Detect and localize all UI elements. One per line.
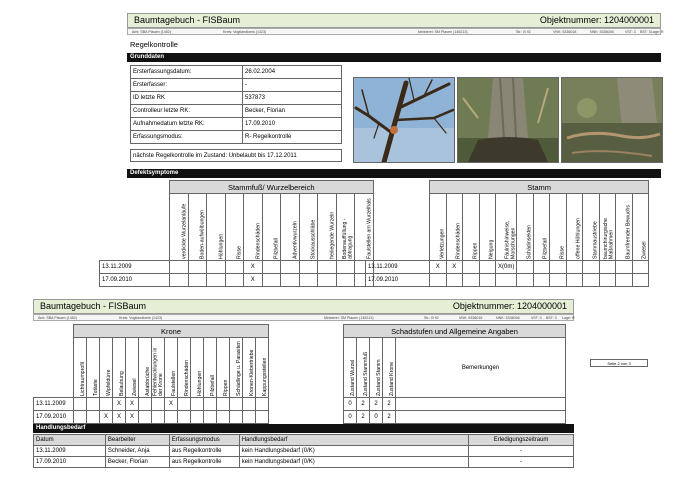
field-row (131, 105, 342, 118)
column-header: Baumfremder Bewuchs (616, 194, 633, 261)
field-row (131, 79, 342, 92)
table-row (34, 446, 574, 457)
column-header: offene Höhlungen (566, 194, 583, 261)
column-header: Zustand Krone (383, 338, 396, 398)
page2-object-number: Objektnummer: 1204000001 (452, 301, 567, 311)
table-cell: 0 (370, 411, 383, 424)
table-cell (479, 274, 496, 287)
table-cell (517, 261, 534, 274)
page1-title: Baumtagebuch - FISBaum (134, 15, 241, 25)
column-header: Schädinsekten (517, 194, 534, 261)
row-date: 17.09.2010 (366, 274, 430, 287)
meta-vnk: VNK: 5336018 (553, 30, 577, 34)
column-header: Rippen (463, 194, 480, 261)
table-cell (599, 274, 616, 287)
meta2-nnk: NNK: 5336046 (496, 316, 520, 320)
table-cell: 0 (344, 398, 357, 411)
column-header: Rippen (217, 338, 230, 398)
table-cell (243, 411, 256, 424)
column-header: Zustand Stamm (370, 338, 383, 398)
table-cell (230, 411, 243, 424)
table-cell: 17.09.2010 (34, 457, 106, 468)
table-cell (225, 274, 244, 287)
table-cell (430, 274, 447, 287)
meta2-bst: BST: 3 (546, 316, 557, 320)
krone-table (33, 324, 269, 424)
table-cell (204, 411, 217, 424)
table-cell (188, 261, 207, 274)
stamm-table (365, 180, 649, 287)
table-cell (139, 398, 152, 411)
table-cell (74, 398, 87, 411)
field-row (131, 92, 342, 105)
schadstufen-title: Schadstufen und Allgemeine Angaben (344, 325, 566, 338)
table-cell (204, 398, 217, 411)
table-cell (262, 261, 281, 274)
field-label: Controlleur letzte RK: (131, 105, 243, 118)
table-row (366, 261, 649, 274)
table-cell (566, 274, 583, 287)
row-date: 17.09.2010 (100, 274, 170, 287)
handlung-column-header: Handlungsbedarf (239, 435, 468, 446)
remark-cell (396, 411, 566, 424)
table-cell (463, 261, 480, 274)
column-header: Boden-aufwölbungen (188, 194, 207, 261)
table-cell (583, 274, 600, 287)
table-cell (188, 274, 207, 287)
handlung-header: Handlungsbedarf (33, 424, 574, 433)
table-cell: kein Handlungsbedarf (0/K) (239, 446, 468, 457)
table-row (34, 411, 269, 424)
table-cell (170, 261, 189, 274)
table-cell: aus Regelkontrolle (169, 457, 239, 468)
table-cell: kein Handlungsbedarf (0/K) (239, 457, 468, 468)
table-cell (533, 261, 550, 274)
table-cell (632, 261, 649, 274)
table-cell (517, 274, 534, 287)
column-header: Bodenauffüllung - abtragung (336, 194, 355, 261)
field-value: - (243, 79, 342, 92)
next-control-box (130, 149, 342, 162)
defekt-header: Defektsymptome (127, 169, 661, 178)
table-row (34, 398, 269, 411)
table-cell (616, 274, 633, 287)
table-cell (550, 274, 567, 287)
column-header: Stammaustriebe (583, 194, 600, 261)
column-header: Fäulnishinweise, Morschungen (496, 194, 517, 261)
page-number-box (590, 359, 648, 367)
column-header: Zustand Stammfuß (357, 338, 370, 398)
table-cell (230, 398, 243, 411)
meta-bst: BST: 3 (640, 30, 651, 34)
meta-lage: Lage: R (651, 30, 664, 34)
column-header: Zustand Wurzel (344, 338, 357, 398)
table-cell (299, 261, 318, 274)
table-cell: X (244, 274, 263, 287)
stammfuss-title: Stammfuß/ Wurzelbereich (170, 181, 374, 194)
table-cell: 2 (370, 398, 383, 411)
field-value: R- Regelkontrolle (243, 131, 342, 144)
column-header: Lichtraumprofil (74, 338, 87, 398)
table-cell (100, 398, 113, 411)
table-cell (191, 398, 204, 411)
field-row (131, 131, 342, 144)
meta-kreis: Kreis: Vogtlandkreis (1423) (223, 30, 267, 34)
column-header: Kronen-Klebertriebe (243, 338, 256, 398)
meta-nnk: NNK: 5336046 (590, 30, 614, 34)
table-row (344, 398, 566, 411)
field-value: 17.09.2010 (243, 118, 342, 131)
meta-vst: VST: 3 (625, 30, 636, 34)
table-cell (583, 261, 600, 274)
table-cell (281, 261, 300, 274)
table-cell: X (113, 411, 126, 424)
table-cell: - (469, 446, 574, 457)
column-header: Belaubung (113, 338, 126, 398)
table-cell (191, 411, 204, 424)
meta-meisterei: Meisterei: SM Plauen (145213) (418, 30, 468, 34)
field-label: Aufnahmedatum letzte RK: (131, 118, 243, 131)
meta2-kreis: Kreis: Vogtlandkreis (1423) (119, 316, 163, 320)
column-header: Wipfeldürre (100, 338, 113, 398)
table-cell: X (244, 261, 263, 274)
table-cell (207, 274, 226, 287)
table-cell: 2 (357, 398, 370, 411)
table-cell (336, 274, 355, 287)
column-header: Stockausschläbe (299, 194, 318, 261)
schadstufen-table (343, 324, 566, 424)
row-date: 13.11.2009 (34, 398, 74, 411)
handlung-column-header: Erledigungszeitraum (469, 435, 574, 446)
field-label: Ersterfassungsdatum: (131, 66, 243, 79)
column-header: Faulstellen am Wurzelhals (355, 194, 374, 261)
column-header: Kappungsstellen (256, 338, 269, 398)
table-cell (256, 398, 269, 411)
table-cell (217, 398, 230, 411)
table-cell (632, 274, 649, 287)
page2-meta-bar (33, 314, 574, 321)
grunddaten-table (130, 65, 342, 144)
table-cell (281, 274, 300, 287)
table-row (100, 274, 374, 287)
row-date: 13.11.2009 (366, 261, 430, 274)
column-header: Astabbrüche (139, 338, 152, 398)
table-cell (152, 398, 165, 411)
column-header: Totäste (87, 338, 100, 398)
column-header: Höhlungen (191, 338, 204, 398)
table-cell: X(0m) (496, 261, 517, 274)
table-cell (446, 274, 463, 287)
table-cell: 2 (357, 411, 370, 424)
table-cell (74, 411, 87, 424)
field-label: ID letzte RK (131, 92, 243, 105)
next-control-text: nächste Regelkontrolle im Zustand: Unbelaubt bis 17.12.2011 (133, 153, 297, 159)
tree-photo-crown (353, 77, 455, 163)
table-cell (318, 261, 337, 274)
page1-meta-bar (127, 28, 664, 35)
table-cell (463, 274, 480, 287)
meta2-lage: Lage: R (562, 316, 575, 320)
handlung-column-header: Erfassungsmodus (169, 435, 239, 446)
column-header: Fehlentwicklungen in der Krone (152, 338, 165, 398)
column-header: Neigung (479, 194, 496, 261)
column-header: Zwiesel (632, 194, 649, 261)
page2-title-bar (33, 299, 574, 314)
table-cell (299, 274, 318, 287)
page1-title-bar (127, 13, 661, 28)
column-header: Risse (550, 194, 567, 261)
section-title: Regelkontrolle (130, 40, 178, 49)
field-value: 537873 (243, 92, 342, 105)
remark-cell (396, 398, 566, 411)
field-label: Ersterfasser: (131, 79, 243, 92)
column-header: Rindenschäden (446, 194, 463, 261)
table-cell (479, 261, 496, 274)
meta2-vnk: VNK: 5336018 (459, 316, 483, 320)
table-cell (566, 261, 583, 274)
table-cell (87, 411, 100, 424)
column-header: Risse (225, 194, 244, 261)
handlung-column-header: Bearbeiter (105, 435, 169, 446)
table-cell (243, 398, 256, 411)
column-header: Adventivwurzeln (281, 194, 300, 261)
column-header: Schädlinge u. Parasiten (230, 338, 243, 398)
table-cell (152, 411, 165, 424)
table-cell: - (469, 457, 574, 468)
table-row (366, 274, 649, 287)
row-date: 13.11.2009 (100, 261, 170, 274)
table-cell (139, 411, 152, 424)
meta2-meisterei: Meisterei: SM Plauen (145213) (324, 316, 374, 320)
table-cell: 2 (383, 411, 396, 424)
table-cell: 2 (383, 398, 396, 411)
table-cell (87, 398, 100, 411)
table-cell: 0 (344, 411, 357, 424)
column-header: baumchirurgische Maßnahmen (599, 194, 616, 261)
tree-photo-trunk (457, 77, 559, 163)
remarks-header: Bemerkungen (396, 338, 566, 398)
table-cell: Schneider, Anja (105, 446, 169, 457)
table-cell (256, 411, 269, 424)
table-cell: aus Regelkontrolle (169, 446, 239, 457)
table-cell (178, 411, 191, 424)
field-row (131, 66, 342, 79)
table-cell: X (446, 261, 463, 274)
table-cell: X (165, 398, 178, 411)
table-cell: X (126, 411, 139, 424)
table-cell (496, 274, 517, 287)
table-cell: Becker, Florian (105, 457, 169, 468)
field-row (131, 118, 342, 131)
table-cell (217, 411, 230, 424)
table-cell (170, 274, 189, 287)
grunddaten-header: Grunddaten (127, 53, 661, 62)
column-header: Verletzungen (430, 194, 447, 261)
column-header: Zwiesel (126, 338, 139, 398)
tree-photo-base (561, 77, 663, 163)
table-cell: X (430, 261, 447, 274)
column-header: Höhlungen (207, 194, 226, 261)
column-header: Faulstellen (165, 338, 178, 398)
table-cell (599, 261, 616, 274)
table-cell (336, 261, 355, 274)
table-cell (616, 261, 633, 274)
column-header: Pilzbefall (262, 194, 281, 261)
page1-object-number: Objektnummer: 1204000001 (539, 15, 654, 25)
column-header: Rindenschäden (244, 194, 263, 261)
page-number: Seite 2 von 3 (607, 361, 631, 366)
table-cell (318, 274, 337, 287)
handlung-table (33, 434, 574, 468)
meta2-vst: VST: 3 (531, 316, 542, 320)
page2-title: Baumtagebuch - FISBaum (40, 301, 147, 311)
stammfuss-table (99, 180, 374, 287)
table-cell: X (100, 411, 113, 424)
handlung-column-header: Datum (34, 435, 106, 446)
field-value: 26.02.2004 (243, 66, 342, 79)
table-cell (178, 398, 191, 411)
column-header: Pilzbefall (204, 338, 217, 398)
stamm-title: Stamm (430, 181, 649, 194)
meta-str: Str.: B 92 (516, 30, 531, 34)
table-row (34, 457, 574, 468)
table-cell (207, 261, 226, 274)
table-cell (262, 274, 281, 287)
column-header: freiliegende Wurzeln (318, 194, 337, 261)
column-header: Rindenschäden (178, 338, 191, 398)
meta2-str: Str.: B 92 (424, 316, 439, 320)
table-cell (165, 411, 178, 424)
table-row (344, 411, 566, 424)
meta-amt: Amt: SBA Plauen (1452) (132, 30, 171, 34)
column-header: Pilzbefall (533, 194, 550, 261)
table-cell: X (126, 398, 139, 411)
row-date: 17.09.2010 (34, 411, 74, 424)
column-header: verdickte Wurzelanläufe (170, 194, 189, 261)
table-cell: 13.11.2009 (34, 446, 106, 457)
table-cell (225, 261, 244, 274)
table-cell: X (113, 398, 126, 411)
field-value: Becker, Florian (243, 105, 342, 118)
table-cell (533, 274, 550, 287)
table-row (100, 261, 374, 274)
table-cell (550, 261, 567, 274)
field-label: Erfassungsmodus: (131, 131, 243, 144)
krone-title: Krone (74, 325, 269, 338)
meta2-amt: Amt: SBA Plauen (1452) (38, 316, 77, 320)
